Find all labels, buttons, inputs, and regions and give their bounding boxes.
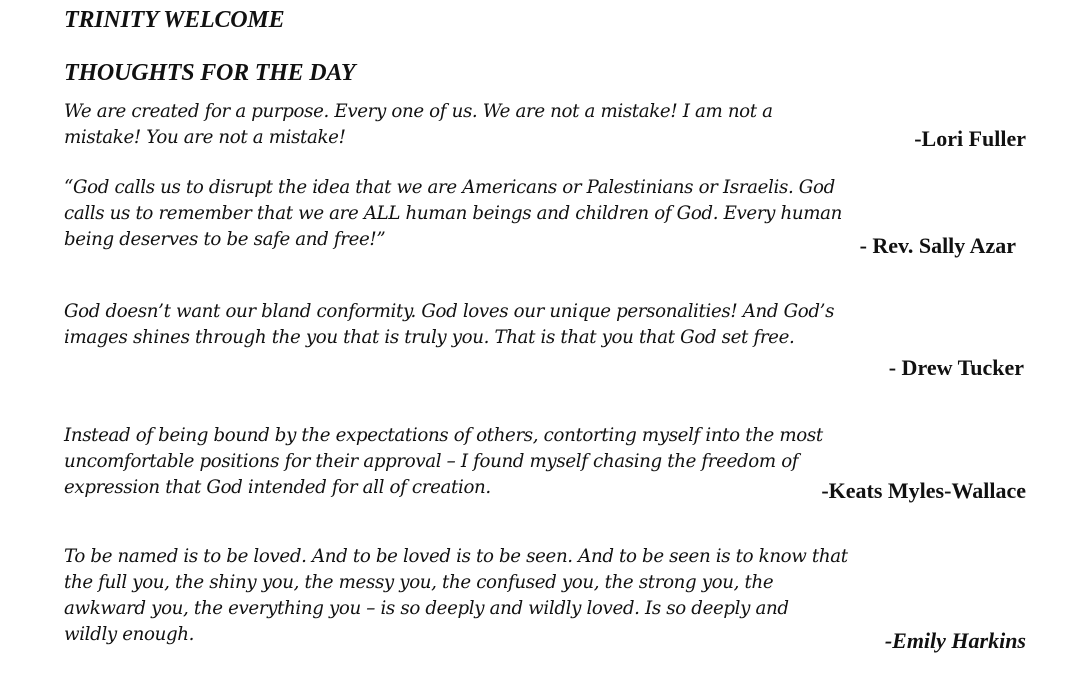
quote-author: -Lori Fuller: [914, 126, 1026, 151]
page-title: TRINITY WELCOME: [64, 7, 285, 33]
quote-line: calls us to remember that we are ALL human beings and children of God. Every human: [64, 203, 843, 224]
quote-line: awkward you, the everything you – is so deeply and wildly loved. Is so deeply and: [64, 598, 789, 619]
quote-author: - Drew Tucker: [888, 355, 1024, 380]
quote-block-2: [64, 175, 1030, 258]
quote-line: “God calls us to disrupt the idea that we are Americans or Palestinians or Israelis. God: [64, 177, 835, 198]
quote-line: We are created for a purpose. Every one of us. We are not a mistake! I am not a: [64, 101, 773, 122]
quote-line: expression that God intended for all of creation.: [64, 477, 491, 498]
quote-line: To be named is to be loved. And to be loved is to be seen. And to be seen is to know that: [64, 546, 848, 567]
quote-line: wildly enough.: [64, 624, 195, 645]
quote-author: -Emily Harkins: [884, 628, 1026, 653]
quote-block-4: [64, 423, 1030, 501]
quote-author: - Rev. Sally Azar: [859, 233, 1016, 258]
quote-author: -Keats Myles-Wallace: [821, 478, 1026, 503]
quote-line: Instead of being bound by the expectations of others, contorting myself into the most: [64, 425, 823, 446]
quote-block-5: [64, 544, 1030, 653]
quote-block-3: [64, 299, 1030, 380]
quote-line: images shines through the you that is truly you. That is that you that God set free.: [64, 327, 795, 348]
section-heading: THOUGHTS FOR THE DAY: [64, 60, 356, 86]
quote-line: being deserves to be safe and free!”: [64, 229, 386, 250]
quote-line: mistake! You are not a mistake!: [64, 127, 346, 148]
quote-line: the full you, the shiny you, the messy you, the confused you, the strong you, the: [64, 572, 774, 593]
quote-line: uncomfortable positions for their approval – I found myself chasing the freedom of: [64, 451, 799, 472]
quote-line: God doesn’t want our bland conformity. God loves our unique personalities! And God’s: [64, 301, 835, 322]
quote-block-1: [64, 99, 1030, 151]
document-page: [64, 0, 1030, 675]
